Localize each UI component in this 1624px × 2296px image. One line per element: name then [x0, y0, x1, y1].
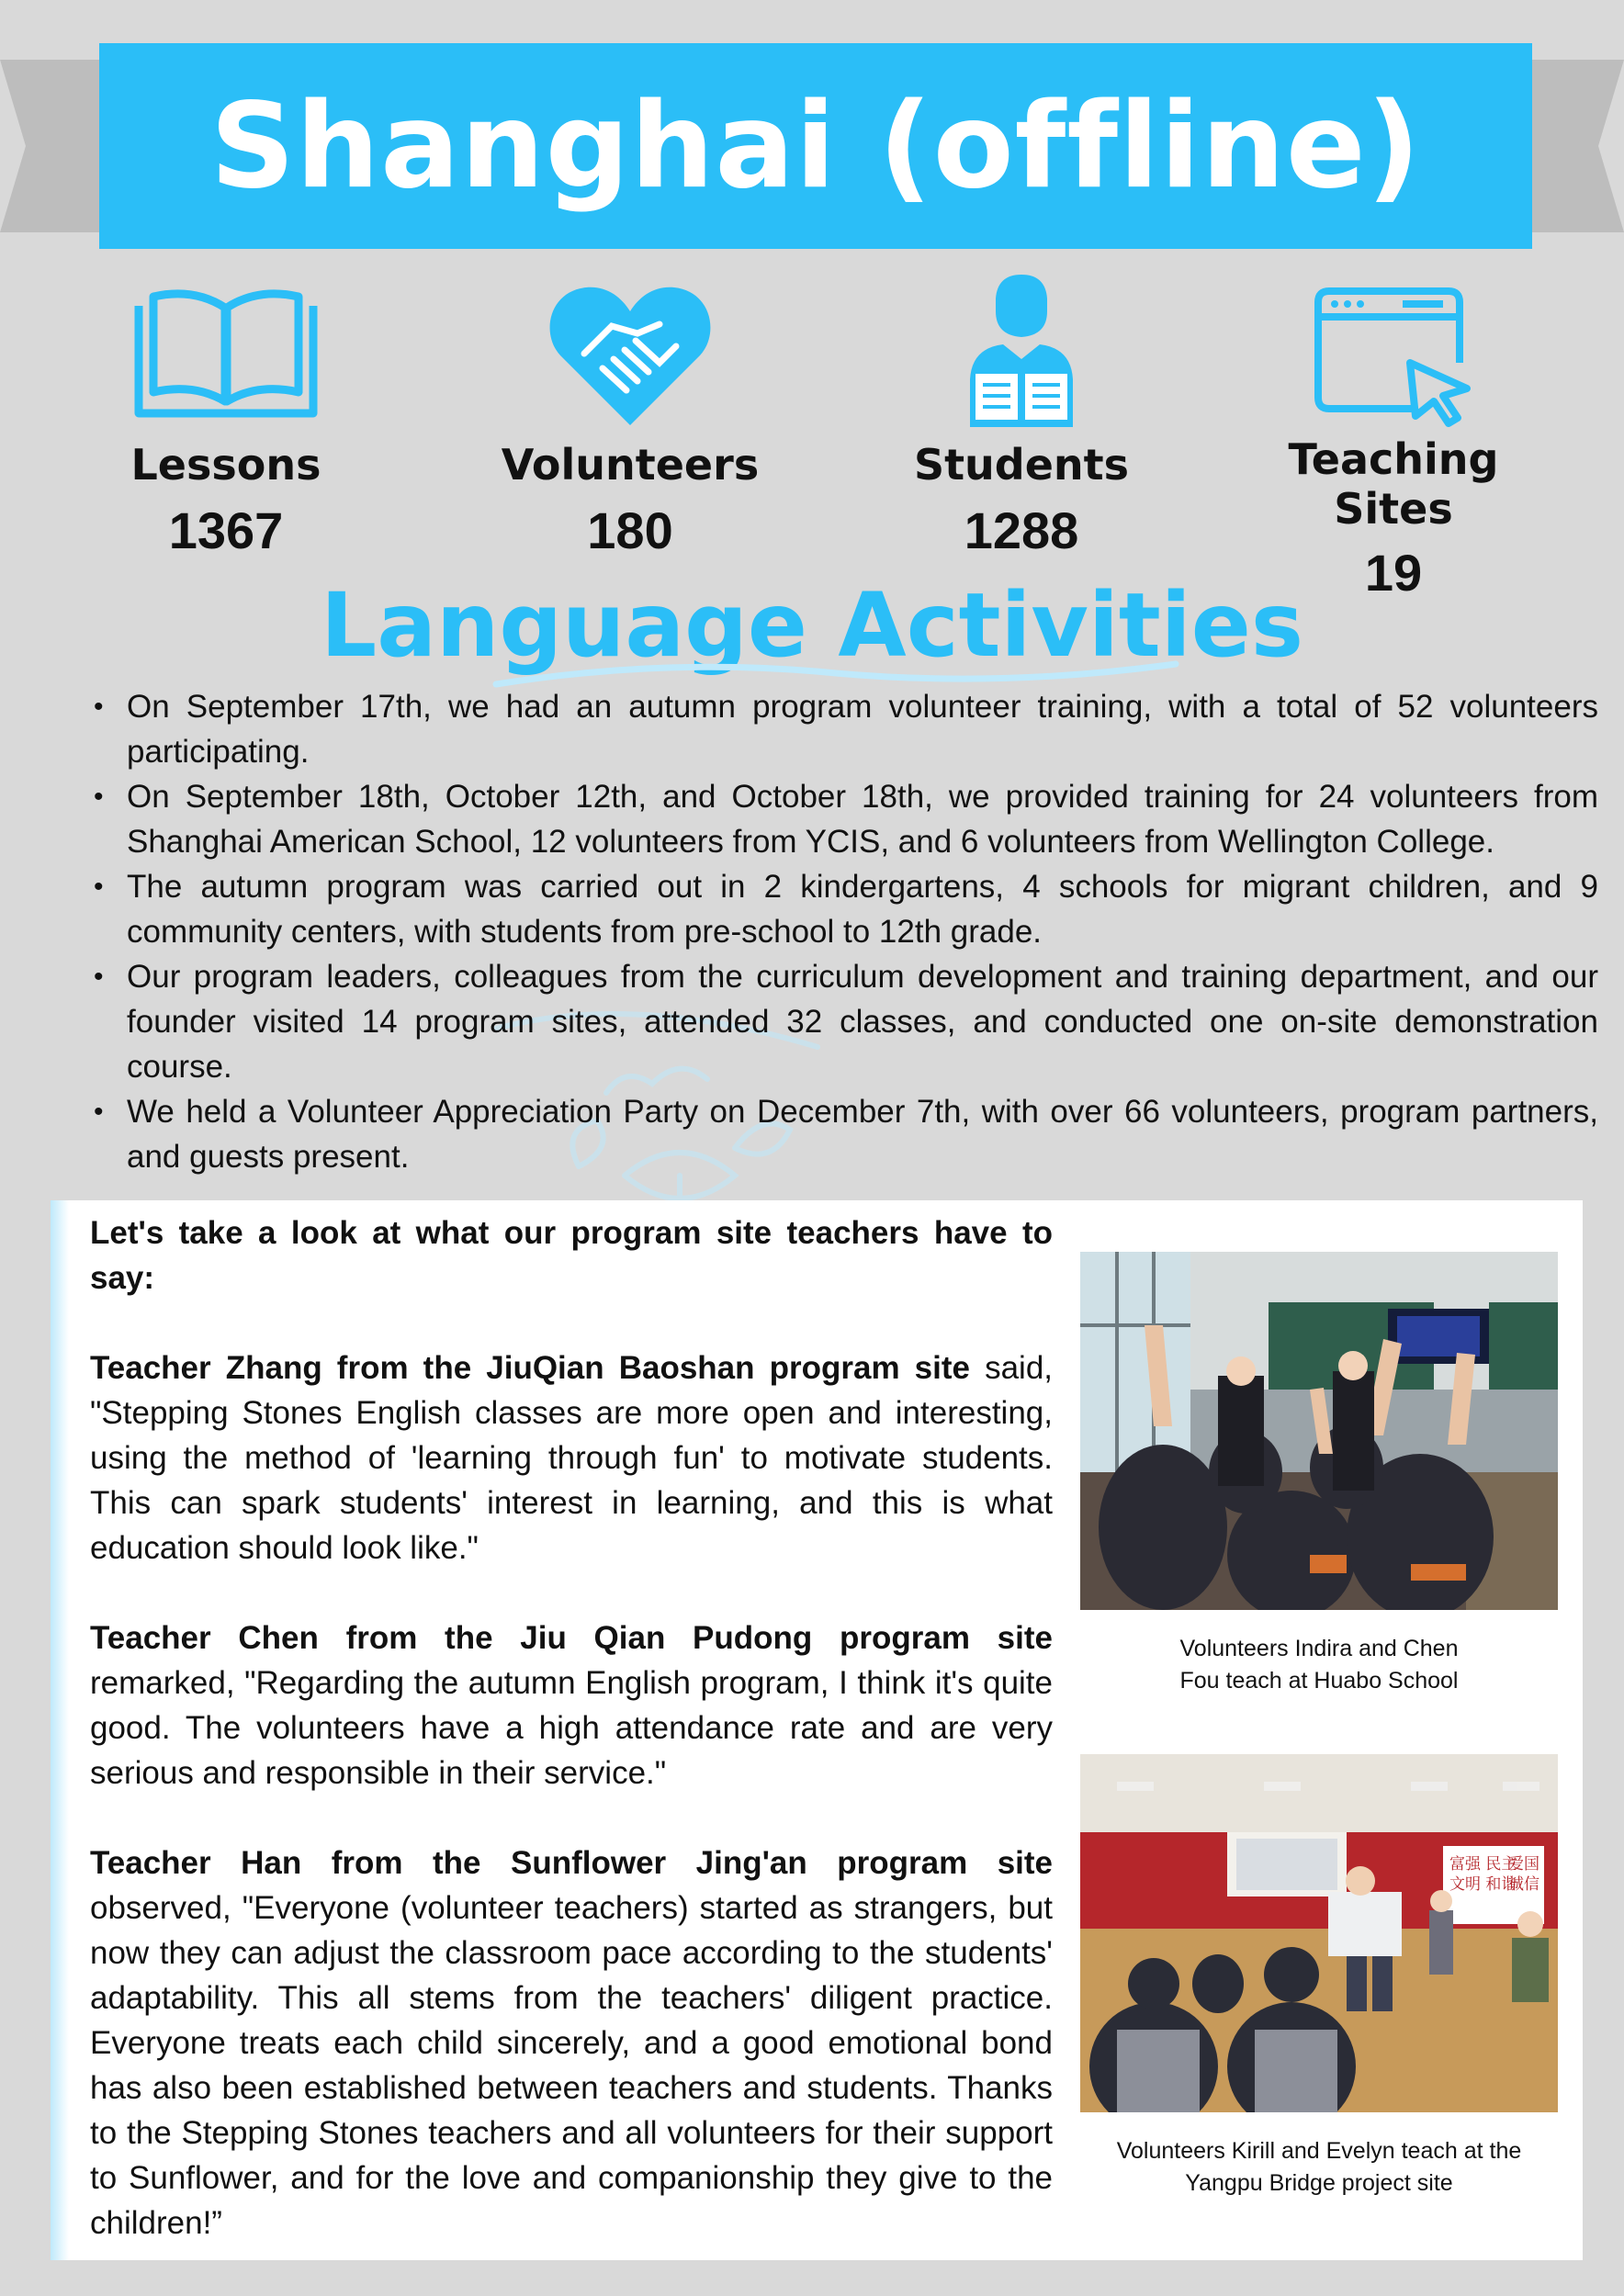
sign-text: 诚信: [1508, 1875, 1539, 1894]
title-banner: [99, 43, 1532, 249]
ribbon-notch-left: [0, 60, 26, 232]
section-title: Language Activities: [321, 574, 1303, 677]
stat-value: 180: [587, 501, 673, 559]
stat-lessons: [70, 280, 382, 560]
stat-label: Students: [913, 440, 1130, 490]
heart-handshake-icon: [474, 280, 786, 427]
list-item: • On September 18th, October 12th, and October 18th, we provided training for 24 volunteers from Shanghai American School, 12 volunteers from YCIS, and 6 volunteers from Wellington College.: [127, 774, 1598, 864]
sign-text: 爱国: [1508, 1855, 1539, 1874]
stat-label: Lessons: [130, 440, 321, 490]
stat-label: Volunteers: [501, 440, 760, 490]
photo-yangpu-hall: [1080, 1754, 1558, 2112]
stat-value: 1288: [964, 501, 1079, 559]
quote-chen: [90, 1615, 1053, 1795]
caption-line: Volunteers Kirill and Evelyn teach at the: [1116, 2138, 1522, 2164]
quote-text: remarked, "Regarding the autumn English program, I think it's quite good. The volunteers have a high attendance rate and are very serious and responsible in their service.": [90, 1665, 1053, 1791]
photo-caption: [1080, 1633, 1558, 1697]
student-reading-icon: [865, 280, 1178, 427]
sign-text: 富强 民主: [1449, 1855, 1517, 1874]
quote-speaker: Teacher Chen from the Jiu Qian Pudong program site: [90, 1620, 1053, 1656]
browser-cursor-icon: [1237, 280, 1550, 427]
photo-huabo-classroom: [1080, 1252, 1558, 1610]
quote-speaker: Teacher Zhang from the JiuQian Baoshan program site: [90, 1350, 970, 1386]
list-item: • On September 17th, we had an autumn program volunteer training, with a total of 52 volunteers participating.: [127, 684, 1598, 774]
open-book-icon: [70, 280, 382, 427]
photo-caption: [1080, 2135, 1558, 2200]
list-item: • Our program leaders, colleagues from the curriculum development and training department, and our founder visited 14 program sites, attended 32 classes, and conducted one on-site demonstration course.: [127, 954, 1598, 1089]
stat-value: 1367: [168, 501, 284, 559]
quote-han: [90, 1840, 1053, 2245]
list-item: • We held a Volunteer Appreciation Party on December 7th, with over 66 volunteers, program partners, and guests present.: [127, 1089, 1598, 1179]
panel-edge-gradient: [51, 1200, 69, 2260]
quote-zhang: [90, 1345, 1053, 1570]
stat-students: [865, 280, 1178, 560]
caption-line: Volunteers Indira and Chen: [1179, 1636, 1459, 1661]
quote-text: said, "Stepping Stones English classes are more open and interesting, using the method of 'learning through fun' to motivate students. This can spark students' interest in learning, and this is what education should look like.": [90, 1350, 1054, 1566]
testimonials-intro: Let's take a look at what our program site teachers have to say:: [90, 1215, 1053, 1296]
ribbon-notch-right: [1598, 60, 1624, 232]
activities-list: [90, 684, 1598, 1179]
testimonials-text: [90, 1210, 1053, 2290]
stat-teaching-sites: [1237, 280, 1550, 602]
quote-speaker: Teacher Han from the Sunflower Jing'an program site: [90, 1845, 1053, 1881]
page-title: Shanghai (offline): [209, 77, 1422, 215]
stat-value: 19: [1364, 544, 1423, 602]
quote-text: observed, "Everyone (volunteer teachers) started as strangers, but now they can adjust the classroom pace according to the students' adaptability. This all stems from the teachers' diligent practice. Everyone treats each child sincerely, and a good emotional bond has also been established between teachers and students. Thanks to the Stepping Stones teachers and all volunteers for their support to Sunflower, and for the love and companionship they give to the children!”: [90, 1890, 1053, 2241]
caption-line: Yangpu Bridge project site: [1185, 2170, 1453, 2196]
list-item: • The autumn program was carried out in 2 kindergartens, 4 schools for migrant children, and 9 community centers, with students from pre-school to 12th grade.: [127, 864, 1598, 954]
caption-line: Fou teach at Huabo School: [1179, 1668, 1459, 1694]
sign-text: 文明 和谐: [1449, 1875, 1517, 1894]
stat-volunteers: [474, 280, 786, 560]
stat-label: Teaching Sites: [1288, 434, 1499, 534]
